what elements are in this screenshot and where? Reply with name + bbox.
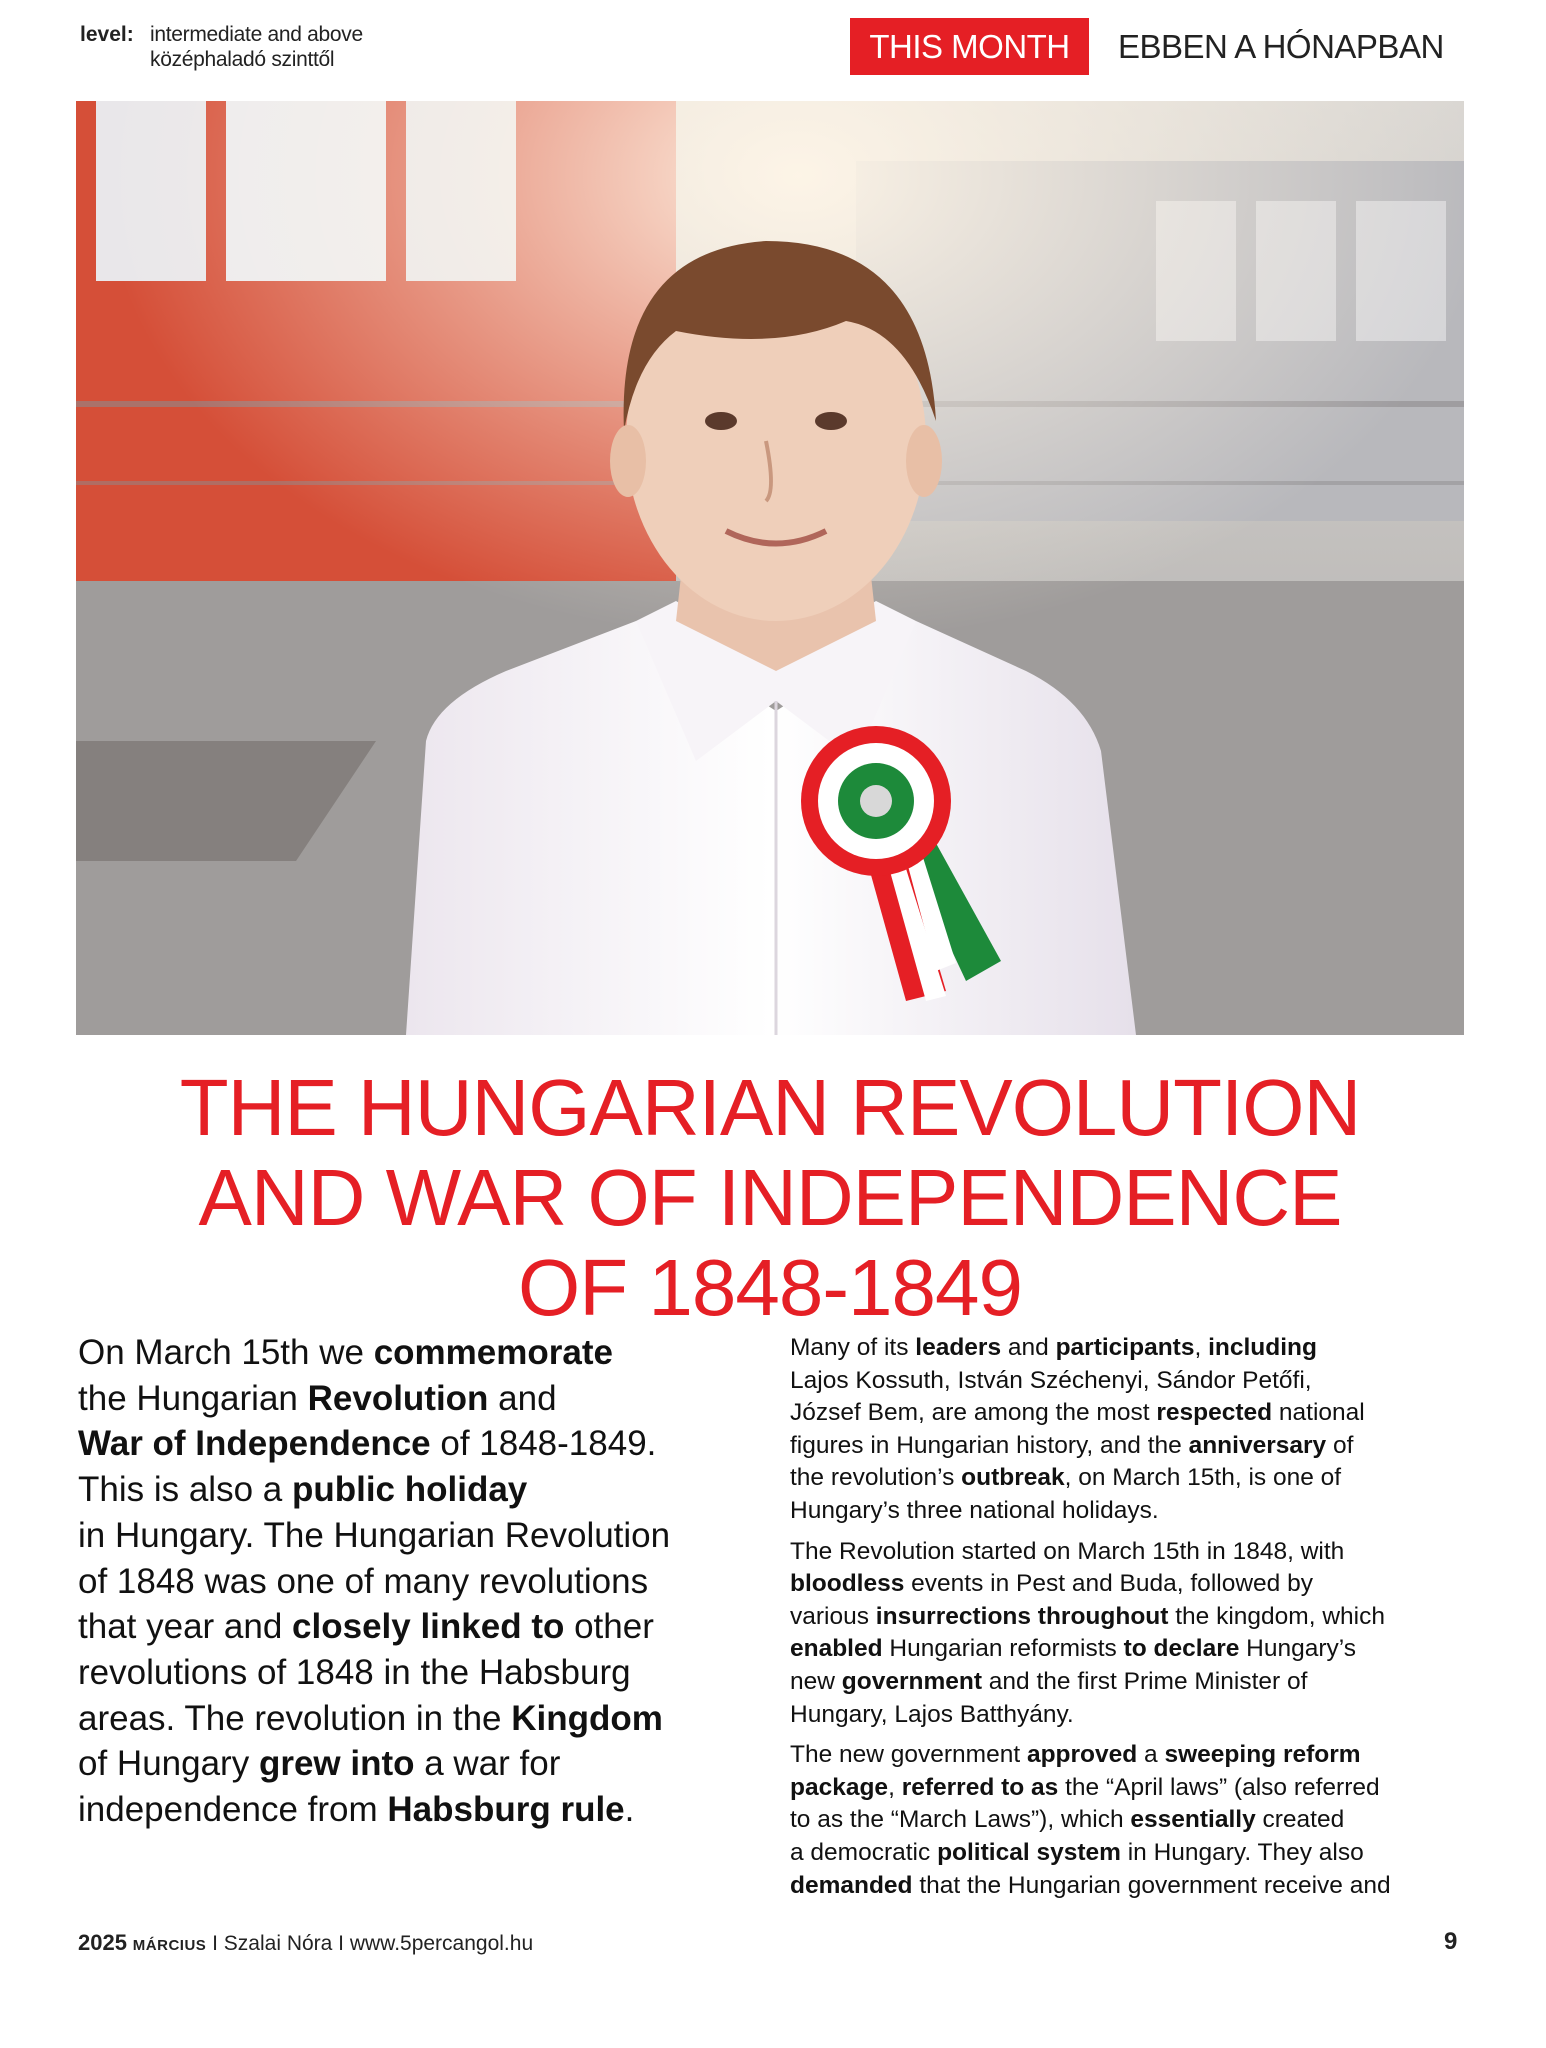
intro-line: areas. The revolution in the Kingdom: [78, 1698, 663, 1738]
title-line-3: OF 1848-1849: [518, 1243, 1022, 1332]
paragraph-april-laws: The new government approved a sweeping reform package, referred to as the “April laws” (also referred to as the “March Laws”), which essentially created a democratic political system in Hungary. They also demanded that the Hungarian government receive and: [790, 1741, 1391, 1899]
intro-line: War of Independence of 1848-1849.: [78, 1424, 657, 1464]
article-title: [76, 1063, 1464, 1333]
intro-line: This is also a public holiday: [78, 1470, 528, 1510]
intro-line: independence from Habsburg rule.: [78, 1790, 635, 1830]
title-line-2: AND WAR OF INDEPENDENCE: [198, 1153, 1342, 1242]
this-month-badge: THIS MONTH: [850, 18, 1089, 75]
paragraph-revolution-start: The Revolution started on March 15th in 1848, with bloodless events in Pest and Buda, followed by various insurrections throughout the kingdom, which enabled Hungarian reformists to declare Hungary’s new government and the first Prime Minister of Hungary, Lajos Batthyány.: [790, 1537, 1385, 1728]
footer-credits: I Szalai Nóra I www.5percangol.hu: [206, 1932, 534, 1955]
intro-line: that year and closely linked to other: [78, 1607, 654, 1647]
hero-photo: [76, 101, 1464, 1035]
level-english: intermediate and above: [150, 23, 363, 46]
footer-year: 2025: [78, 1930, 127, 1955]
intro-line: On March 15th we commemorate: [78, 1333, 613, 1372]
boy-with-cockade-illustration: [76, 101, 1464, 1035]
intro-line: of Hungary grew into a war for: [78, 1744, 561, 1784]
intro-line: in Hungary. The Hungarian Revolution: [78, 1515, 671, 1555]
intro-line: the Hungarian Revolution and: [78, 1378, 557, 1418]
page-footer: [78, 1930, 533, 1956]
level-indicator: [80, 22, 363, 71]
right-column: [790, 1332, 1480, 1910]
level-hungarian: középhaladó szinttől: [150, 48, 335, 71]
section-title-hungarian: EBBEN A HÓNAPBAN: [1118, 28, 1444, 65]
intro-paragraph: [78, 1330, 738, 1833]
paragraph-leaders: Many of its leaders and participants, including Lajos Kossuth, István Széchenyi, Sándor Petőfi, József Bem, are among the most respected national figures in Hungarian history, and the anniversary of the revolution’s outbreak, on March 15th, is one of Hungary’s three national holidays.: [790, 1334, 1365, 1524]
level-text: [150, 22, 363, 72]
intro-line: revolutions of 1848 in the Habsburg: [78, 1652, 631, 1692]
footer-month: MÁRCIUS: [132, 1937, 207, 1954]
title-line-1: THE HUNGARIAN REVOLUTION: [179, 1063, 1361, 1152]
intro-line: of 1848 was one of many revolutions: [78, 1561, 649, 1601]
page-number: 9: [1444, 1928, 1458, 1955]
level-label: level:: [80, 23, 134, 46]
